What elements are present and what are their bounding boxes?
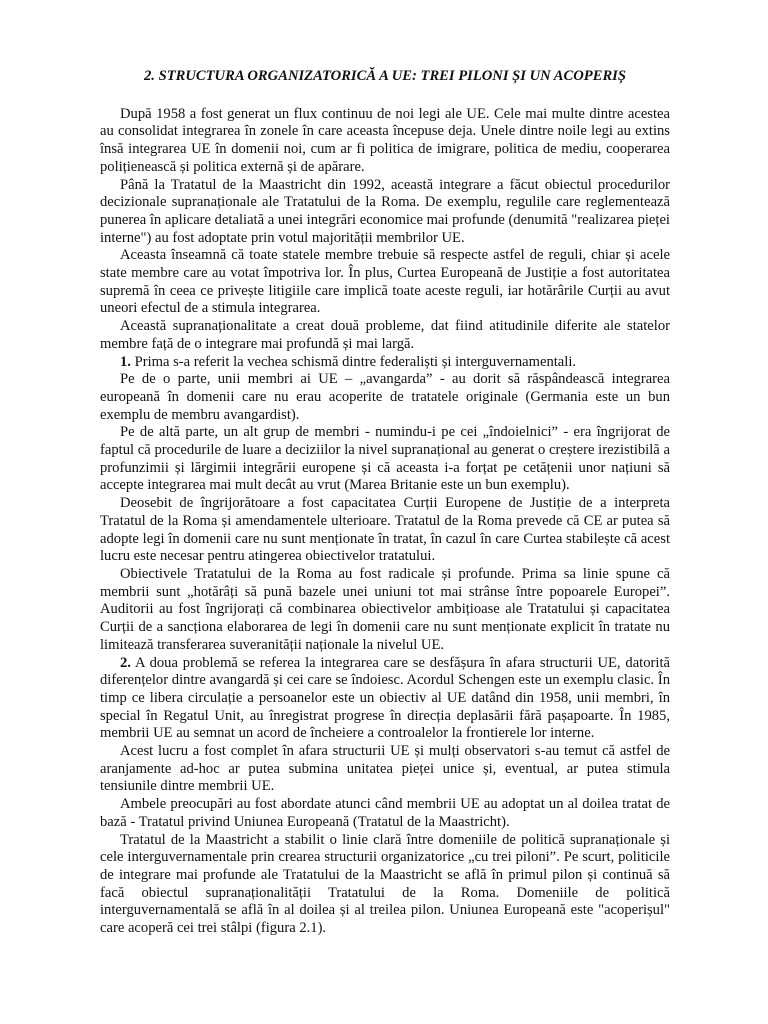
paragraph	[100, 106, 670, 177]
paragraph-text: Această supranaționalitate a creat două probleme, dat fiind atitudinile diferite ale statelor membre față de o integrare mai profundă și mai largă.	[100, 318, 670, 352]
paragraph	[100, 655, 670, 744]
paragraph-text: Aceasta înseamnă că toate statele membre trebuie să respecte astfel de reguli, chiar și acele state membre care au votat împotriva lor. În plus, Curtea Europeană de Justiție a fost autoritatea supremă în ceea ce privește litigiile care implică toate aceste reguli, iar hotărârile Curții au avut uneori efectul de a stimula integrarea.	[100, 247, 670, 317]
paragraph-text: Până la Tratatul de la Maastricht din 1992, această integrare a făcut obiectul procedurilor decizionale supranaționale ale Tratatului de la Roma. De exemplu, regulile care reglementează punerea în aplicare detaliată a unei integrări economice mai profunde (denumită "realizarea pieței interne") au fost adoptate prin votul majorității membrilor UE.	[100, 176, 670, 246]
paragraph-text: Acest lucru a fost complet în afara structurii UE și mulți observatori s-au temut că astfel de aranjamente ad-hoc ar putea submina unitatea pieței unice și, eventual, ar putea stimula tensiunile dintre membrii UE.	[100, 743, 670, 795]
paragraph-text: Pe de altă parte, un alt grup de membri - numindu-i pe cei „îndoielnici” - era îngrijorat de faptul că procedurile de luare a deciziilor la nivel supranațional au generat o creștere irezistibilă a profunzimii și lărgimii integrării europene și că aceasta i-a forțat pe cetățenii unor națiuni să accepte integrarea mai mult decât au vrut (Marea Britanie este un bun exemplu).	[100, 424, 670, 494]
paragraph	[100, 424, 670, 495]
paragraph-text: Ambele preocupări au fost abordate atunci când membrii UE au adoptat un al doilea tratat de bază - Tratatul privind Uniunea Europeană (Tratatul de la Maastricht).	[100, 796, 670, 830]
paragraph	[100, 796, 670, 831]
paragraph-text: Prima s-a referit la vechea schismă dintre federaliști și interguvernamentali.	[130, 353, 577, 370]
paragraph	[100, 371, 670, 424]
paragraph	[100, 177, 670, 248]
paragraph-text: Deosebit de îngrijorătoare a fost capacitatea Curții Europene de Justiție de a interpreta Tratatul de la Roma și amendamentele ulterioare. Tratatul de la Roma prevede că CE ar putea să adopte legi în domenii care nu sunt menționate în tratat, în cazul în care Curtea stabilește că acest lucru este necesar pentru atingerea obiectivelor tratatului.	[100, 495, 670, 565]
paragraph-number: 2.	[120, 654, 131, 671]
paragraph-text: Obiectivele Tratatului de la Roma au fost radicale și profunde. Prima sa linie spune că membrii sunt „hotărâți să pună bazele unei uniuni tot mai strânse între popoarele Europei”. Auditorii au fost îngrijorați că combinarea obiectivelor ambițioase ale Tratatului și capacitatea Curții de a sancționa elaborarea de legi în domenii care nu sunt menționate explicit în tratate nu limitează transferarea suveranității naționale la nivelul UE.	[100, 565, 670, 653]
body-text	[100, 106, 670, 938]
paragraph	[100, 832, 670, 938]
paragraph-text: Tratatul de la Maastricht a stabilit o linie clară între domeniile de politică supranaționale și cele interguvernamentale prin crearea structurii organizatorice „cu trei piloni”. Pe scurt, politicile de integrare mai profunde ale Tratatului de la Maastricht se află în primul pilon și continuă să facă obiectul supranaționalității Tratatului de la Roma. Domeniile de politică interguvernamentală se află în al doilea și al treilea pilon. Uniunea Europeană este "acoperișul" care acoperă cei trei stâlpi (figura 2.1).	[100, 831, 670, 937]
section-title: 2. STRUCTURA ORGANIZATORICĂ A UE: TREI PILONI ȘI UN ACOPERIȘ	[144, 68, 626, 84]
document-page	[100, 60, 670, 938]
paragraph	[100, 495, 670, 566]
paragraph	[100, 354, 670, 372]
paragraph-text: După 1958 a fost generat un flux continuu de noi legi ale UE. Cele mai multe dintre acestea au consolidat integrarea în zonele în care aceasta începuse deja. Unele dintre noile legi au extins însă integrarea UE în domenii noi, cum ar fi politica de imigrare, politica de mediu, cooperarea polițienească și politica externă și de apărare.	[100, 105, 670, 175]
paragraph	[100, 566, 670, 655]
paragraph-number: 1.	[120, 353, 131, 370]
paragraph	[100, 743, 670, 796]
paragraph	[100, 318, 670, 353]
paragraph-text: A doua problemă se referea la integrarea care se desfășura în afara structurii UE, datorită diferențelor dintre avangardă și cei care se îndoiesc. Acordul Schengen este un exemplu clasic. În timp ce libera circulație a persoanelor este un obiectiv al UE datând din 1958, unii membri, în special în Regatul Unit, au înregistrat progrese în direcția deplasării fără pașapoarte. În 1985, membrii UE au semnat un acord de încheiere a controalelor la frontierele lor interne.	[100, 654, 670, 742]
paragraph	[100, 247, 670, 318]
paragraph-text: Pe de o parte, unii membri ai UE – „avangarda” - au dorit să răspândească integrarea europeană în domenii care nu erau acoperite de tratatele originale (Germania este un bun exemplu de membru avangardist).	[100, 371, 670, 423]
